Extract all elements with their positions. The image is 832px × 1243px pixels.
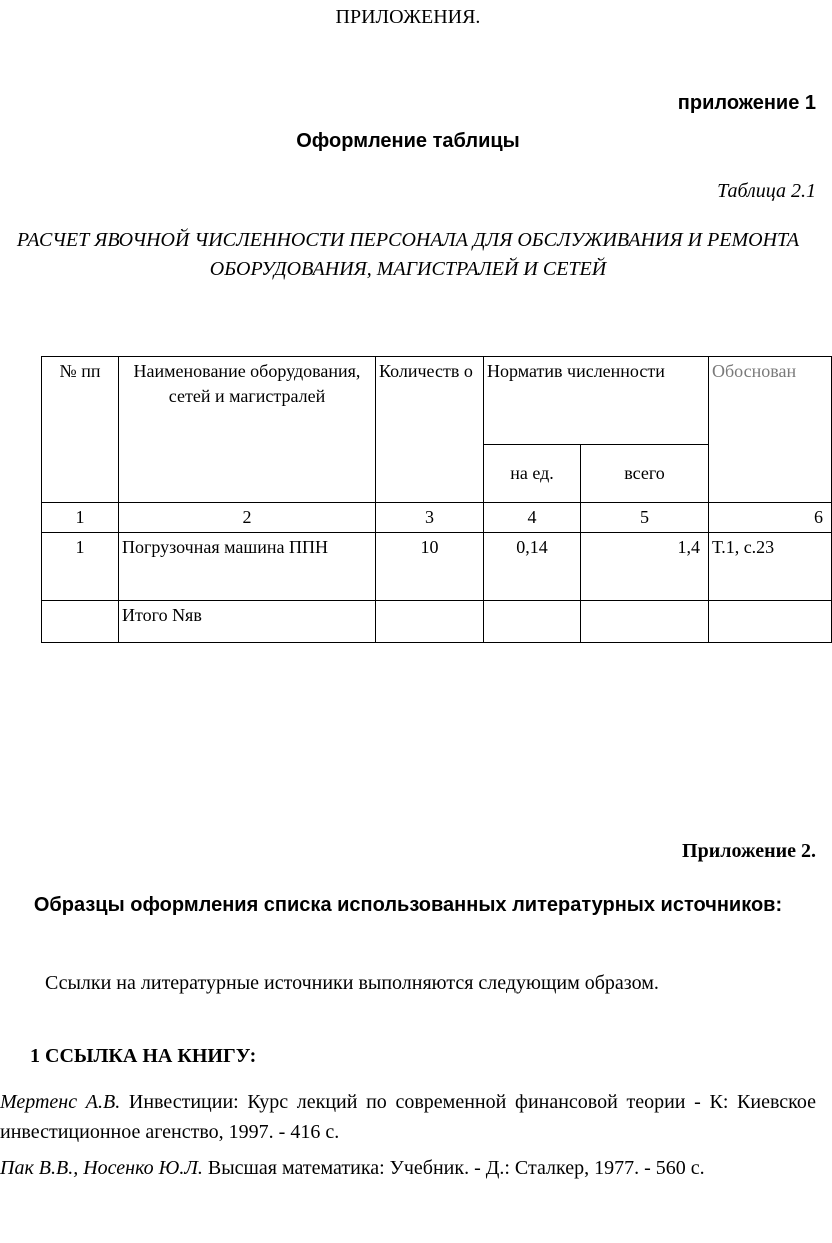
colnum-4: 4	[484, 503, 581, 533]
row-per-unit: 0,14	[484, 533, 581, 601]
header-qty: Количеств о	[376, 357, 484, 503]
header-name: Наименование оборудования, сетей и магистралей	[119, 357, 376, 503]
appendix1-heading: Оформление таблицы	[296, 130, 520, 152]
table-row	[42, 533, 832, 601]
reference-text: Инвестиции: Курс лекций по современной финансовой теории - К: Киевское инвестиционное агенство, 1997. - 416 с.	[0, 1091, 816, 1143]
appendix2-label: Приложение 2.	[682, 840, 816, 862]
total-basis-cell	[709, 601, 832, 643]
table-title: РАСЧЕТ ЯВОЧНОЙ ЧИСЛЕННОСТИ ПЕРСОНАЛА ДЛЯ ОБСЛУЖИВАНИЯ И РЕМОНТА ОБОРУДОВАНИЯ, МАГИСТРАЛЕЙ И СЕТЕЙ	[16, 229, 800, 280]
appendix2-heading: Образцы оформления списка использованных литературных источников:	[33, 894, 783, 916]
colnum-3: 3	[376, 503, 484, 533]
header-per-unit: на ед.	[484, 445, 581, 503]
header-total: всего	[581, 445, 709, 503]
reference-text: Высшая математика: Учебник. - Д.: Сталкер, 1977. - 560 с.	[202, 1157, 705, 1179]
header-num: № пп	[42, 357, 119, 503]
header-basis: Обоснован	[709, 357, 832, 503]
total-label: Итого Nяв	[119, 601, 376, 643]
row-num: 1	[42, 533, 119, 601]
reference-author: Мертенс А.В.	[0, 1091, 121, 1113]
colnum-1: 1	[42, 503, 119, 533]
row-total: 1,4	[581, 533, 709, 601]
header-norm: Норматив численности	[484, 357, 709, 445]
reference-author: Пак В.В., Носенко Ю.Л.	[0, 1157, 203, 1179]
intro-paragraph: Ссылки на литературные источники выполняются следующим образом.	[45, 972, 659, 994]
row-qty: 10	[376, 533, 484, 601]
colnum-2: 2	[119, 503, 376, 533]
reference-item	[0, 1153, 816, 1183]
appendix1-label: приложение 1	[677, 92, 816, 114]
total-total-cell	[581, 601, 709, 643]
table-colnum-row	[42, 503, 832, 533]
section-heading: 1 ССЫЛКА НА КНИГУ:	[30, 1045, 257, 1067]
table-total-row	[42, 601, 832, 643]
total-num-cell	[42, 601, 119, 643]
table-caption: Таблица 2.1	[717, 180, 816, 202]
reference-item	[0, 1087, 816, 1147]
total-per-unit-cell	[484, 601, 581, 643]
row-basis: Т.1, с.23	[709, 533, 832, 601]
row-name: Погрузочная машина ППН	[119, 533, 376, 601]
personnel-table	[41, 356, 832, 643]
page-top-title: ПРИЛОЖЕНИЯ.	[335, 6, 481, 28]
colnum-5: 5	[581, 503, 709, 533]
colnum-6: 6	[709, 503, 832, 533]
table-header-row	[42, 357, 832, 445]
total-qty-cell	[376, 601, 484, 643]
